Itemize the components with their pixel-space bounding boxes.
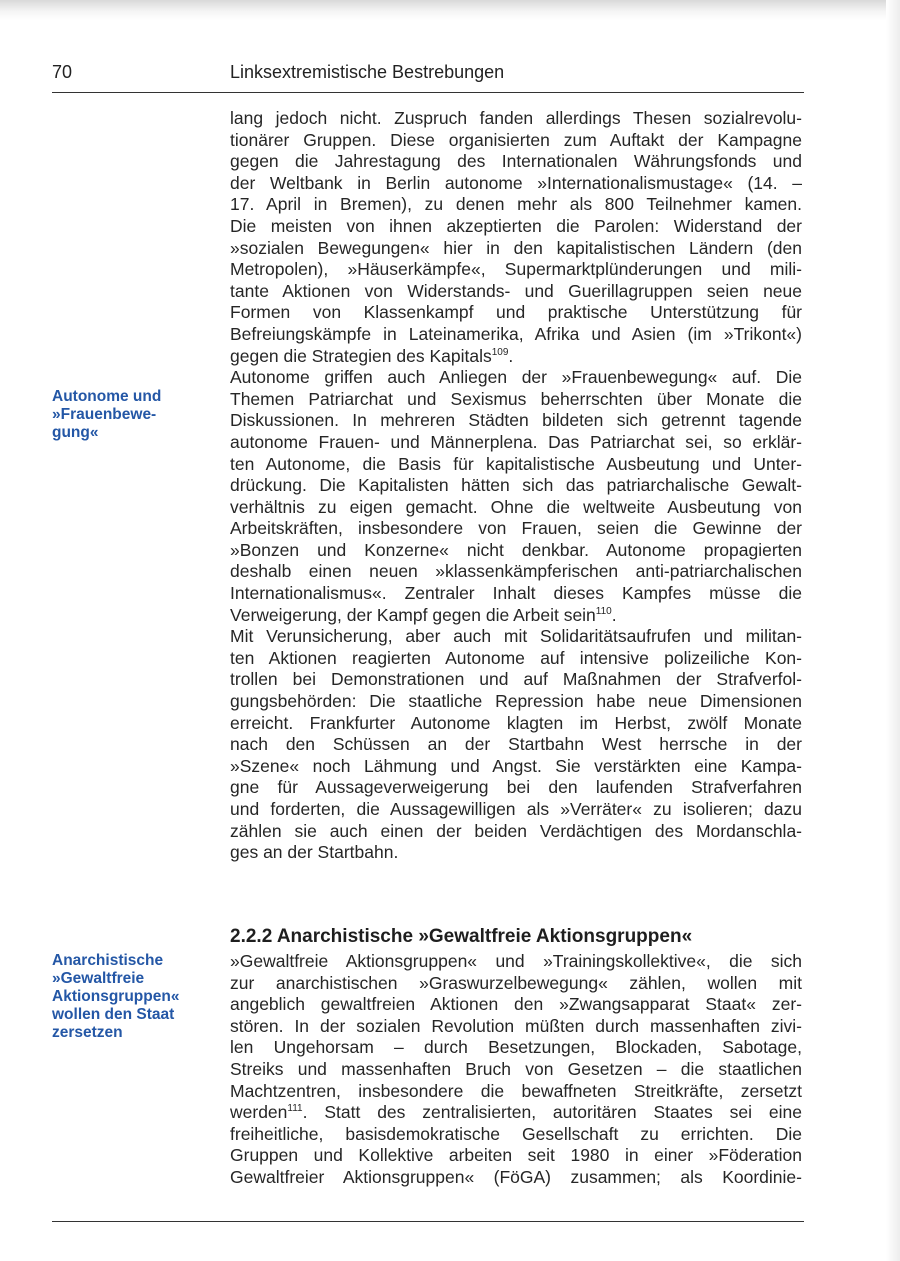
text-line: zur anarchistischen »Graswurzelbewegung« zählen, wollen mit (230, 972, 802, 993)
text-line: Internationalismus«. Zentraler Inhalt dieses Kampfes müsse die (230, 583, 802, 604)
margin-note-line: Autonome und (52, 388, 162, 405)
text-fragment: gegen die Strategien des Kapitals (230, 345, 492, 366)
text-line: Gewaltfreier Aktionsgruppen« (FöGA) zusammen; als Koordinie- (230, 1166, 802, 1187)
text-line: angeblich gewaltfreien Aktionen den »Zwangsapparat Staat« zer- (230, 994, 802, 1015)
margin-note-frauenbewegung (52, 388, 212, 442)
text-line: Verweigerung, der Kampf gegen die Arbeit sein$^{110}$. (230, 604, 617, 625)
text-line: und forderten, die Aussagewilligen als »Verräter« zu isolieren; dazu (230, 799, 802, 819)
footnote-ref-110: 110 (595, 605, 612, 617)
text-line: ten Aktionen reagierten Autonome auf intensive polizeiliche Kon- (230, 647, 802, 668)
page-number: 70 (52, 62, 73, 82)
margin-note-line: Aktionsgruppen« (52, 988, 180, 1005)
margin-note-line: Anarchistische (52, 952, 164, 969)
text-line: Die meisten von ihnen akzeptierten die Parolen: Widerstand der (230, 215, 802, 236)
margin-note-line: gung« (52, 424, 99, 441)
text-line: verhältnis zu eigen gemacht. Ohne die weltweite Ausbeutung von (230, 496, 802, 517)
text-line: nach den Schüssen an der Startbahn West herrsche in der (230, 734, 802, 755)
text-line: zählen sie auch einen der beiden Verdächtigen des Mordanschla- (230, 820, 802, 841)
margin-note-line: wollen den Staat (52, 1006, 175, 1023)
text-line: gegen die Jahrestagung des Internationalen Währungsfonds und (230, 151, 802, 172)
text-line: len Ungehorsam – durch Besetzungen, Blockaden, Sabotage, (230, 1037, 802, 1058)
text-line: Befreiungskämpfe in Lateinamerika, Afrika und Asien (im »Trikont«) (230, 323, 802, 344)
margin-note-line: »Gewaltfreie (52, 970, 145, 987)
text-line (230, 1102, 802, 1124)
text-line: Metropolen), »Häuserkämpfe«, Supermarktplünderungen und mili- (230, 259, 802, 280)
text-line: »Bonzen und Konzerne« nicht denkbar. Autonome propagierten (230, 539, 802, 560)
margin-note-aktionsgruppen (52, 952, 212, 1042)
text-line: erreicht. Frankfurter Autonome klagten im Herbst, zwölf Monate (230, 712, 802, 733)
scan-top-edge (0, 0, 900, 20)
running-title: Linksextremistische Bestrebungen (230, 62, 505, 82)
text-line: Diskussionen. In mehreren Städten bildeten sich getrennt tagende (230, 410, 802, 431)
text-line: Arbeitskräften, insbesondere von Frauen, seien die Gewinne der (230, 518, 802, 539)
text-line: Mit Verunsicherung, aber auch mit Solidaritätsaufrufen und militan- (230, 626, 802, 647)
footer-rule (52, 1221, 804, 1222)
text-line: autonome Frauen- und Männerplena. Das Patriarchat sei, so erklär- (230, 431, 802, 452)
text-line: lang jedoch nicht. Zuspruch fanden allerdings Thesen sozialrevolu- (230, 108, 802, 128)
text-line: Gruppen und Kollektive arbeiten seit 1980 in einer »Föderation (230, 1145, 802, 1166)
margin-note-line: »Frauenbewe- (52, 406, 157, 423)
text-line: ten Autonome, die Basis für kapitalistische Ausbeutung und Unter- (230, 453, 802, 474)
text-line: gegen die Strategien des Kapitals$^{109}$. (230, 345, 514, 366)
text-line: tionärer Gruppen. Diese organisierten zum Auftakt der Kampagne (230, 129, 802, 150)
text-line: Streiks und massenhaften Bruch von Gesetzen – die staatlichen (230, 1058, 802, 1079)
text-line: Autonome griffen auch Anliegen der »Frauenbewegung« auf. Die (230, 367, 802, 388)
text-fragment: . Statt des zentralisierten, autoritären Staates sei eine (302, 1102, 802, 1123)
text-fragment: werden (230, 1102, 288, 1123)
footnote-ref-111: 111 (287, 1103, 303, 1115)
header-rule (52, 92, 804, 93)
text-fragment: Verweigerung, der Kampf gegen die Arbeit sein (230, 604, 596, 625)
text-line: gne für Aussageverweigerung bei den laufenden Strafverfahren (230, 777, 802, 798)
text-line: ges an der Startbahn. (230, 842, 399, 863)
text-line: »Szene« noch Lähmung und Angst. Sie verstärkten eine Kampa- (230, 755, 802, 776)
body-text-block-2 (230, 951, 802, 1189)
text-line: gungsbehörden: Die staatliche Repression habe neue Dimensionen (230, 691, 802, 712)
text-line: freiheitliche, basisdemokratische Gesellschaft zu errichten. Die (230, 1123, 802, 1144)
text-line: tante Aktionen von Widerstands- und Guerillagruppen seien neue (230, 280, 802, 301)
text-line: deshalb einen neuen »klassenkämpferischen anti-patriarchalischen (230, 561, 802, 582)
text-line: »Gewaltfreie Aktionsgruppen« und »Trainingskollektive«, die sich (230, 951, 802, 971)
text-line: Themen Patriarchat und Sexismus beherrschten über Monate die (230, 388, 802, 409)
section-heading: 2.2.2 Anarchistische »Gewaltfreie Aktionsgruppen« (230, 926, 693, 947)
text-line: stören. In der sozialen Revolution müßten durch massenhaften zivi- (230, 1015, 802, 1036)
text-line: Formen von Klassenkampf und praktische Unterstützung für (230, 302, 802, 323)
footnote-ref-109: 109 (491, 346, 509, 358)
text-line: 17. April in Bremen), zu denen mehr als 800 Teilnehmer kamen. (230, 194, 802, 215)
text-line: drückung. Die Kapitalisten hätten sich das patriarchalische Gewalt- (230, 475, 802, 496)
text-line: der Weltbank in Berlin autonome »Internationalismustage« (14. – (230, 172, 802, 193)
text-line: Machtzentren, insbesondere die bewaffneten Streitkräfte, zersetzt (230, 1080, 802, 1101)
margin-note-line: zersetzen (52, 1024, 123, 1041)
text-line: trollen bei Demonstrationen und auf Maßnahmen der Strafverfol- (230, 669, 802, 690)
text-line: »sozialen Bewegungen« hier in den kapitalistischen Ländern (den (230, 237, 802, 258)
scan-right-edge (886, 0, 900, 1261)
body-text-block-1 (230, 108, 802, 864)
